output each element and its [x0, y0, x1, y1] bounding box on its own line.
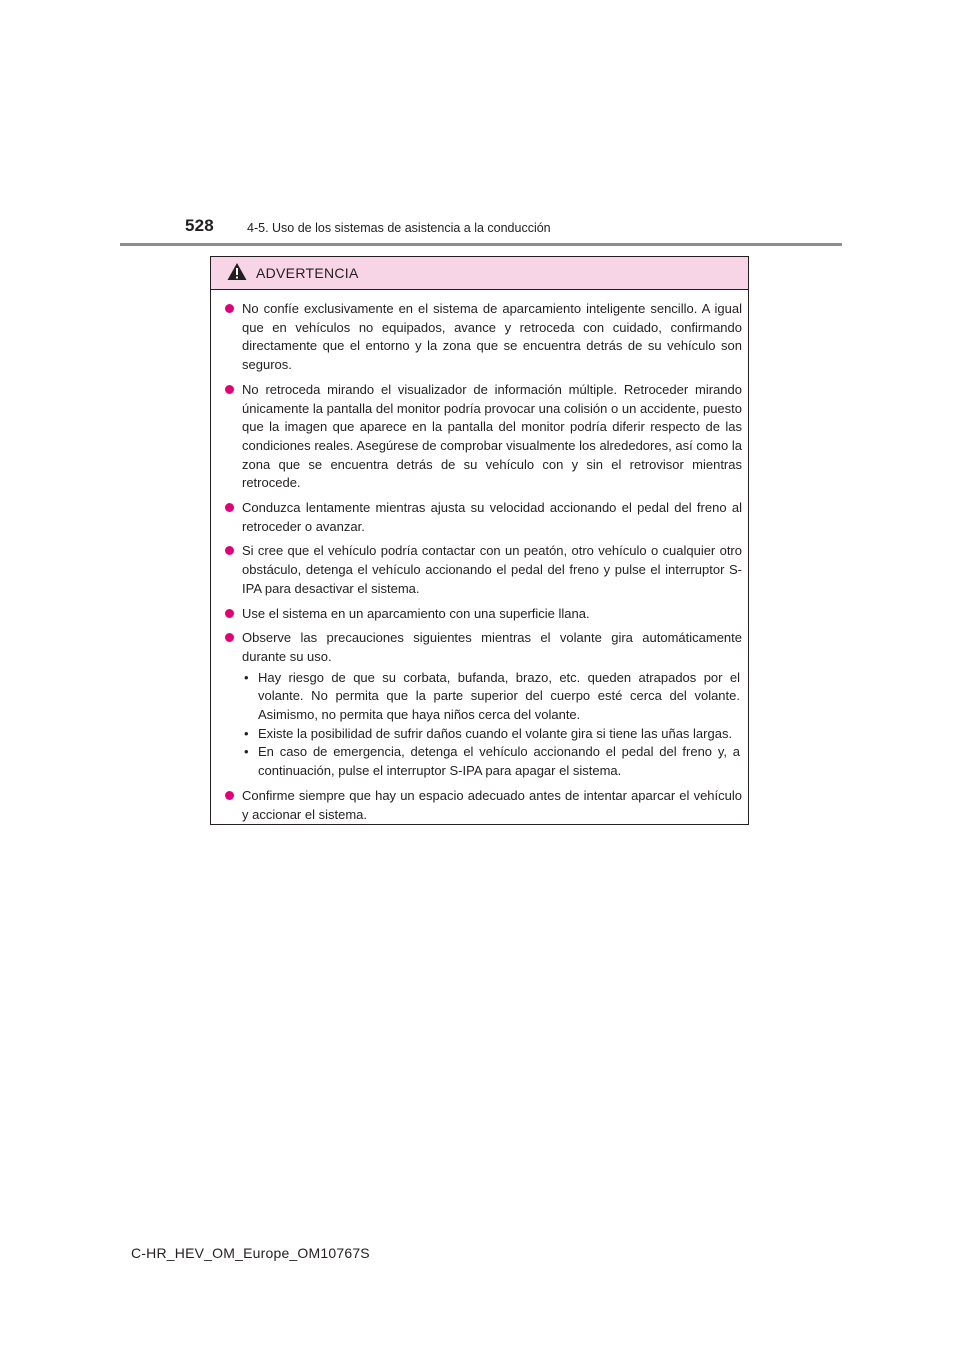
warning-item [224, 499, 742, 536]
sub-bullet-icon: • [244, 725, 249, 741]
header-divider [120, 243, 842, 246]
bullet-icon [225, 633, 234, 642]
warning-item [224, 605, 742, 624]
bullet-icon [225, 385, 234, 394]
bullet-icon [225, 503, 234, 512]
warning-item [224, 629, 742, 781]
warning-item-text: Si cree que el vehículo podría contactar con un peatón, otro vehículo o cualquier otro obstáculo, detenga el vehículo accionando el pedal del freno y pulse el interruptor S-IPA para desactivar el sistema. [242, 543, 742, 596]
warning-item-text: Observe las precauciones siguientes mientras el volante gira automáticamente durante su uso. [242, 630, 742, 664]
sub-list-item-text: Existe la posibilidad de sufrir daños cuando el volante gira si tiene las uñas largas. [258, 725, 733, 741]
sub-list-item [242, 743, 742, 780]
sub-list-item [242, 669, 742, 725]
sub-list [242, 669, 742, 781]
sub-bullet-icon: • [244, 669, 249, 685]
sub-bullet-icon: • [244, 744, 249, 760]
sub-list-item-text: Hay riesgo de que su corbata, bufanda, brazo, etc. queden atrapados por el volante. No permita que la parte superior del cuerpo esté cerca del volante. Asimismo, no permita que haya niños cerca del volante. [258, 669, 740, 723]
bullet-icon [225, 546, 234, 555]
warning-triangle-icon [227, 262, 247, 281]
warning-box [210, 256, 749, 825]
section-title: 4-5. Uso de los sistemas de asistencia a la conducción [247, 221, 551, 235]
sub-list-item [242, 725, 742, 744]
warning-item [224, 300, 742, 375]
warning-header [211, 257, 748, 290]
warning-item [224, 381, 742, 493]
document-id: C-HR_HEV_OM_Europe_OM10767S [131, 1245, 370, 1261]
warning-title: ADVERTENCIA [256, 265, 359, 281]
warning-item [224, 542, 742, 598]
warning-item [224, 787, 742, 824]
page-number: 528 [185, 216, 214, 235]
warning-item-text: No retroceda mirando el visualizador de información múltiple. Retroceder mirando únicamente la pantalla del monitor podría provocar una colisión o un accidente, puesto que la imagen que aparece en la pantalla del monitor podría diferir respecto de las condiciones reales. Asegúrese de comprobar visualmente los alrededores, así como la zona que se encuentra detrás de su vehículo con y sin el retrovisor mientras retrocede. [242, 381, 742, 491]
bullet-icon [225, 791, 234, 800]
warning-item-text: Use el sistema en un aparcamiento con una superficie llana. [242, 605, 590, 621]
warning-item-text: Confirme siempre que hay un espacio adecuado antes de intentar aparcar el vehículo y accionar el sistema. [242, 787, 742, 822]
bullet-icon [225, 609, 234, 618]
warning-item-text: Conduzca lentamente mientras ajusta su velocidad accionando el pedal del freno al retroceder o avanzar. [242, 500, 742, 534]
warning-item-text: No confíe exclusivamente en el sistema de aparcamiento inteligente sencillo. A igual que en vehículos no equipados, avance y retroceda con cuidado, confirmando directamente que el entorno y la zona que se encuentra detrás de su vehículo son seguros. [242, 301, 742, 373]
sub-list-item-text: En caso de emergencia, detenga el vehículo accionando el pedal del freno y, a continuación, pulse el interruptor S-IPA para apagar el sistema. [258, 744, 740, 779]
warning-list [211, 290, 748, 824]
bullet-icon [225, 304, 234, 313]
